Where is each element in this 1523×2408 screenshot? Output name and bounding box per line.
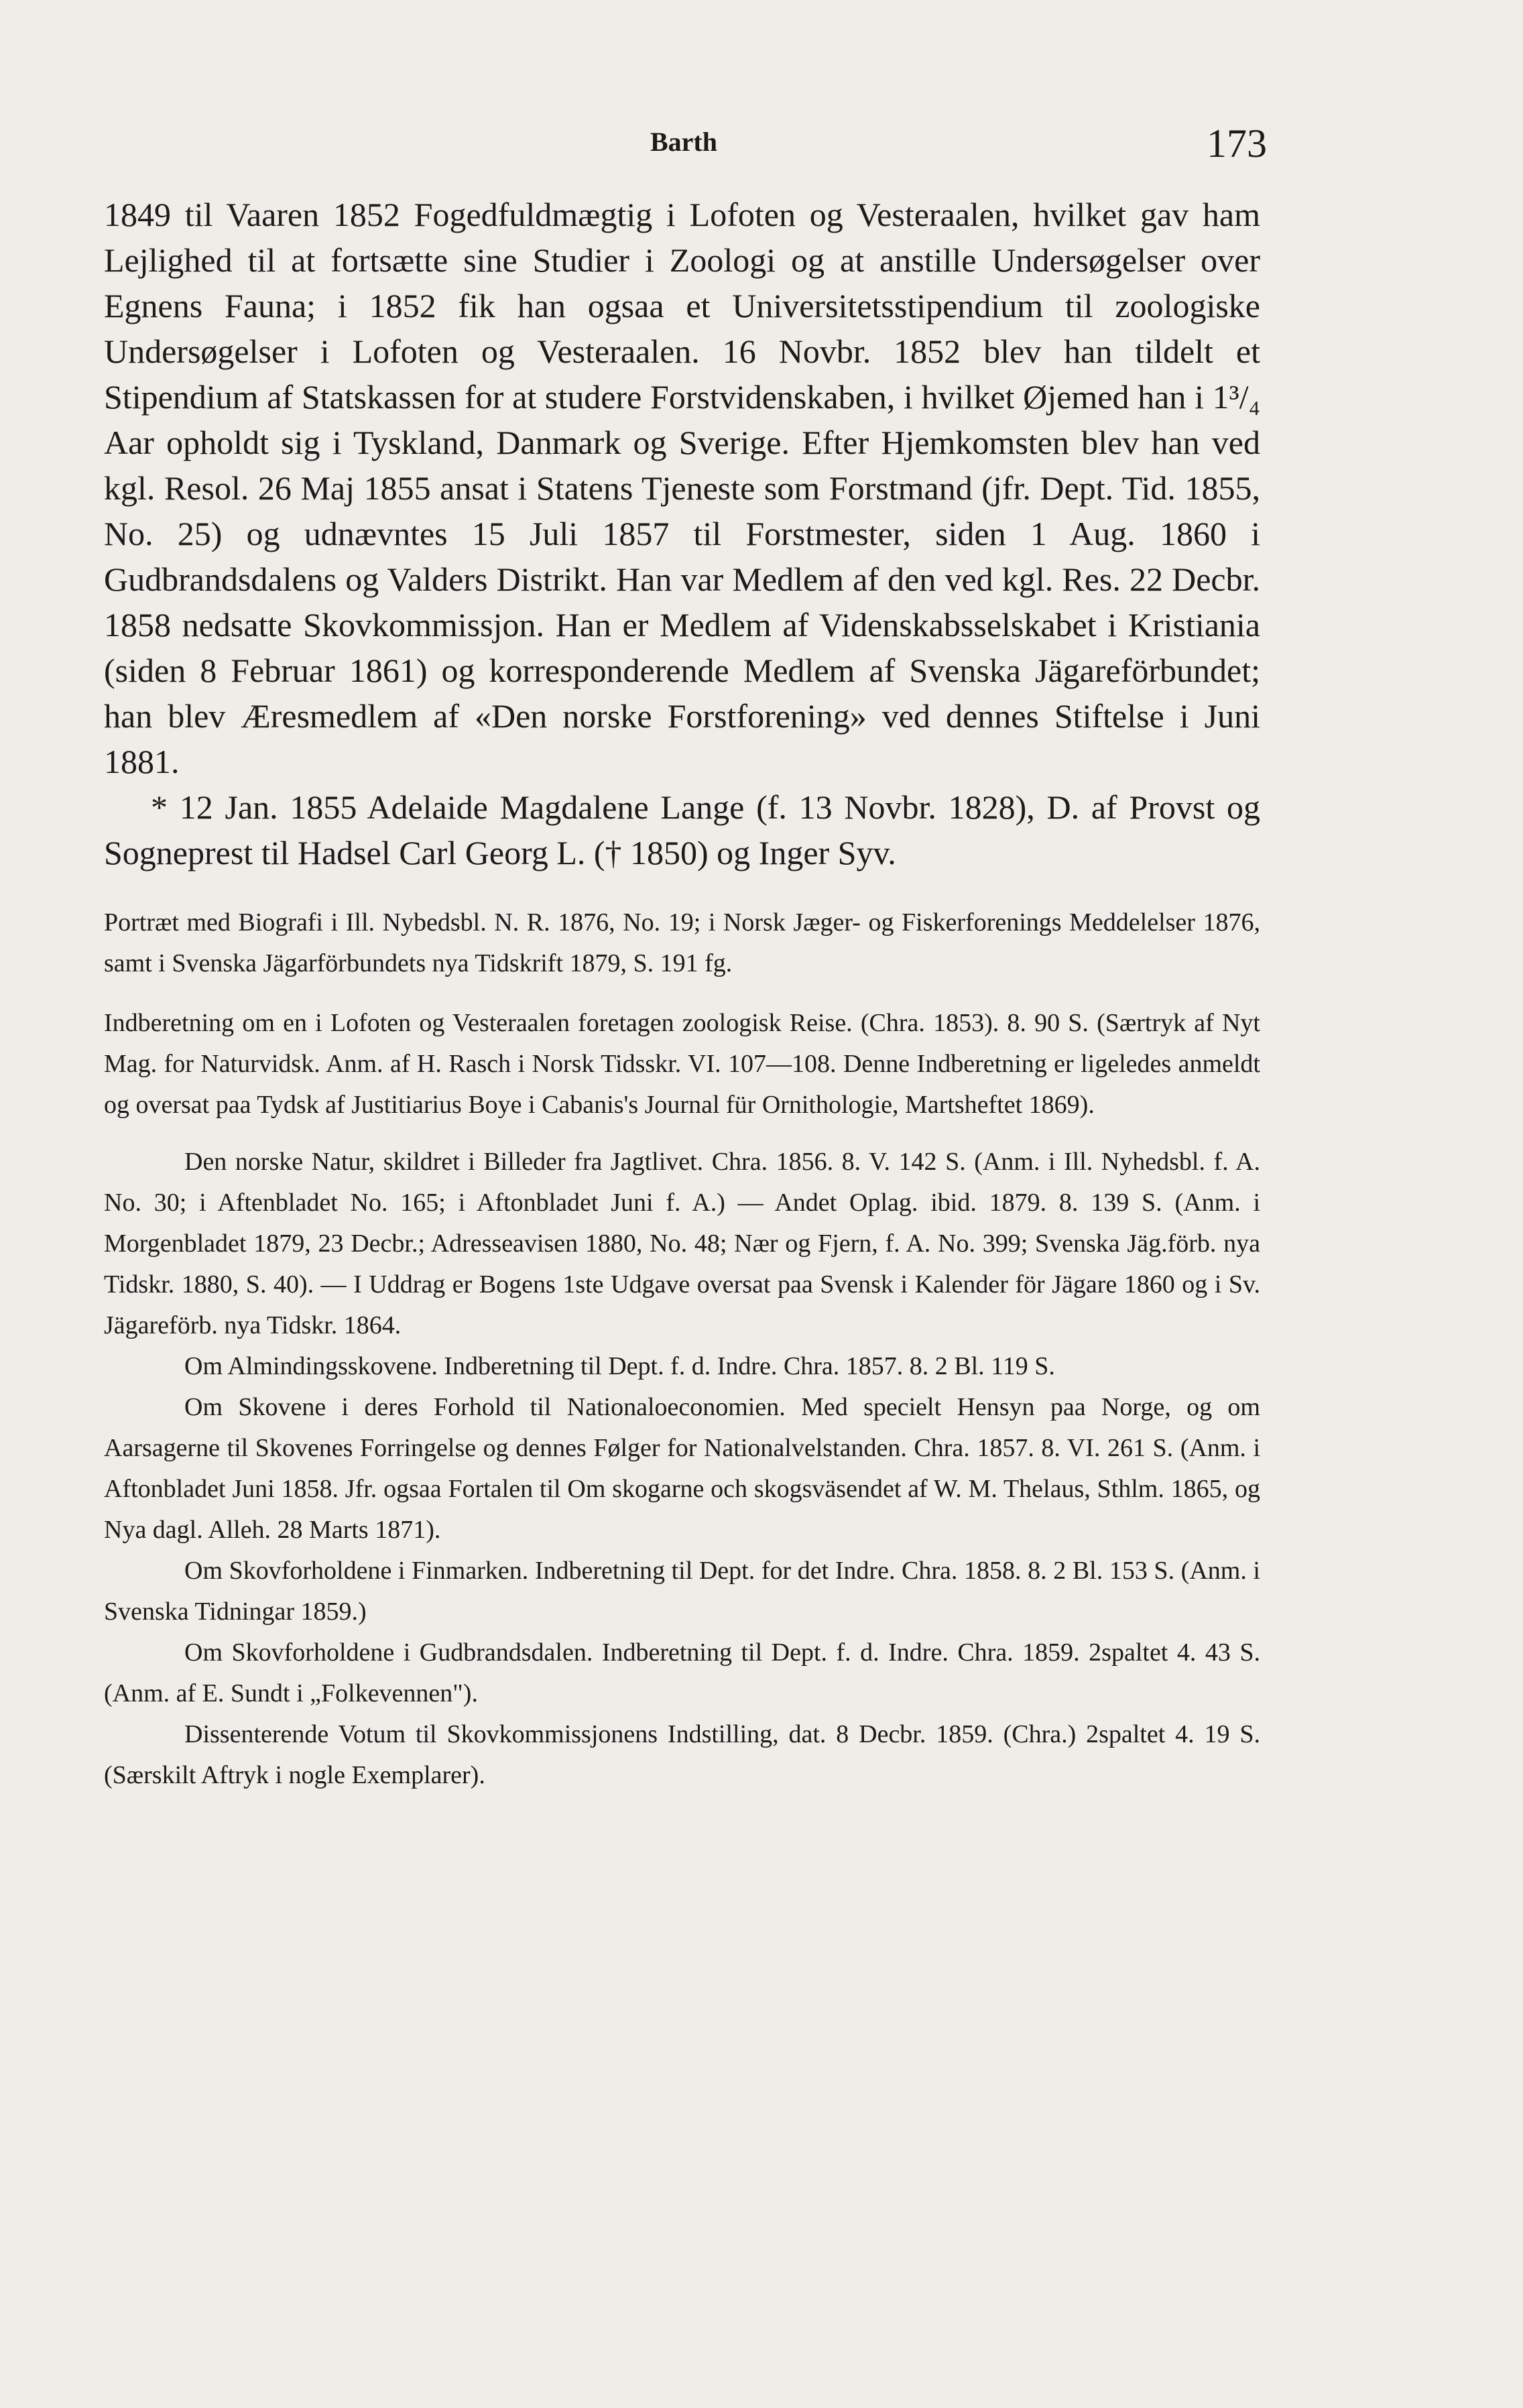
- work-entry: Den norske Natur, skildret i Billeder fra Jagtlivet. Chra. 1856. 8. V. 142 S. (Anm. i Ill. Nyhedsbl. f. A. No. 30; i Aftenbladet No. 165; i Aftonbladet Juni f. A.) — Andet Oplag. ibid. 1879. 8. 139 S. (Anm. i Morgenbladet 1879, 23 Decbr.; Adresseavisen 1880, No. 48; Nær og Fjern, f. A. No. 399; Svenska Jäg.förb. nya Tidskr. 1880, S. 40). — I Uddrag er Bogens 1ste Udgave oversat paa Svensk i Kalender för Jägare 1860 og i Sv. Jägareförb. nya Tidskr. 1864.: [104, 1148, 1260, 1339]
- work-entry: Om Skovforholdene i Finmarken. Indberetning til Dept. for det Indre. Chra. 1858. 8. 2 Bl. 153 S. (Anm. i Svenska Tidningar 1859.): [104, 1557, 1260, 1626]
- page-header: [101, 121, 1267, 174]
- sources-section: [104, 902, 1260, 984]
- works-section: [104, 1003, 1260, 1126]
- work-entry: Om Skovforholdene i Gudbrandsdalen. Indberetning til Dept. f. d. Indre. Chra. 1859. 2spaltet 4. 43 S. (Anm. af E. Sundt i „Folkevennen").: [104, 1638, 1260, 1707]
- biography-paragraph: 1849 til Vaaren 1852 Fogedfuldmægtig i Lofoten og Vesteraalen, hvilket gav ham Lejlighed til at fortsætte sine Studier i Zoologi og at anstille Undersøgelser over Egnens Fauna; i 1852 fik han ogsaa et Universitetsstipendium til zoologiske Undersøgelser i Lofoten og Vesteraalen. 16 Novbr. 1852 blev han tildelt et Stipendium af Statskassen for at studere Forstvidenskaben, i hvilket Øjemed han i 1³/₄ Aar opholdt sig i Tyskland, Danmark og Sverige. Efter Hjemkomsten blev han ved kgl. Resol. 26 Maj 1855 ansat i Statens Tjeneste som Forstmand (jfr. Dept. Tid. 1855, No. 25) og udnævntes 15 Juli 1857 til Forstmester, siden 1 Aug. 1860 i Gudbrandsdalens og Valders Distrikt. Han var Medlem af den ved kgl. Res. 22 Decbr. 1858 nedsatte Skovkommissjon. Han er Medlem af Videnskabsselskabet i Kristiania (siden 8 Februar 1861) og korresponderende Medlem af Svenska Jägareförbundet; han blev Æresmedlem af «Den norske Forstforening» ved dennes Stiftelse i Juni 1881.: [104, 196, 1260, 780]
- work-entry: Dissenterende Votum til Skovkommissjonens Indstilling, dat. 8 Decbr. 1859. (Chra.) 2spaltet 4. 19 S. (Særskilt Aftryk i nogle Exemplarer).: [104, 1720, 1260, 1789]
- biography-section: [104, 192, 1260, 876]
- work-entry: Om Skovene i deres Forhold til Nationaloeconomien. Med specielt Hensyn paa Norge, og om Aarsagerne til Skovenes Forringelse og dennes Følger for Nationalvelstanden. Chra. 1857. 8. VI. 261 S. (Anm. i Aftonbladet Juni 1858. Jfr. ogsaa Fortalen til Om skogarne och skogsväsendet af W. M. Thelaus, Sthlm. 1865, og Nya dagl. Alleh. 28 Marts 1871).: [104, 1393, 1260, 1544]
- running-head: Barth: [650, 127, 717, 157]
- work-entry: Om Almindingsskovene. Indberetning til Dept. f. d. Indre. Chra. 1857. 8. 2 Bl. 119 S.: [184, 1352, 1055, 1380]
- sources-paragraph: Portræt med Biografi i Ill. Nybedsbl. N. R. 1876, No. 19; i Norsk Jæger- og Fiskerforenings Meddelelser 1876, samt i Svenska Jägarförbundets nya Tidskrift 1879, S. 191 fg.: [104, 908, 1260, 977]
- page-body: [104, 192, 1260, 1796]
- page-number: 173: [1207, 121, 1267, 166]
- work-entry: Indberetning om en i Lofoten og Vesteraalen foretagen zoologisk Reise. (Chra. 1853). 8. 90 S. (Særtryk af Nyt Mag. for Naturvidsk. Anm. af H. Rasch i Norsk Tidsskr. VI. 107—108. Denne Indberetning er ligeledes anmeldt og oversat paa Tydsk af Justitiarius Boye i Cabanis's Journal für Ornithologie, Martsheftet 1869).: [104, 1009, 1260, 1119]
- works-list: [104, 1142, 1260, 1796]
- marriage-paragraph: * 12 Jan. 1855 Adelaide Magdalene Lange (f. 13 Novbr. 1828), D. af Provst og Sogneprest til Hadsel Carl Georg L. († 1850) og Inger Syv.: [104, 788, 1260, 871]
